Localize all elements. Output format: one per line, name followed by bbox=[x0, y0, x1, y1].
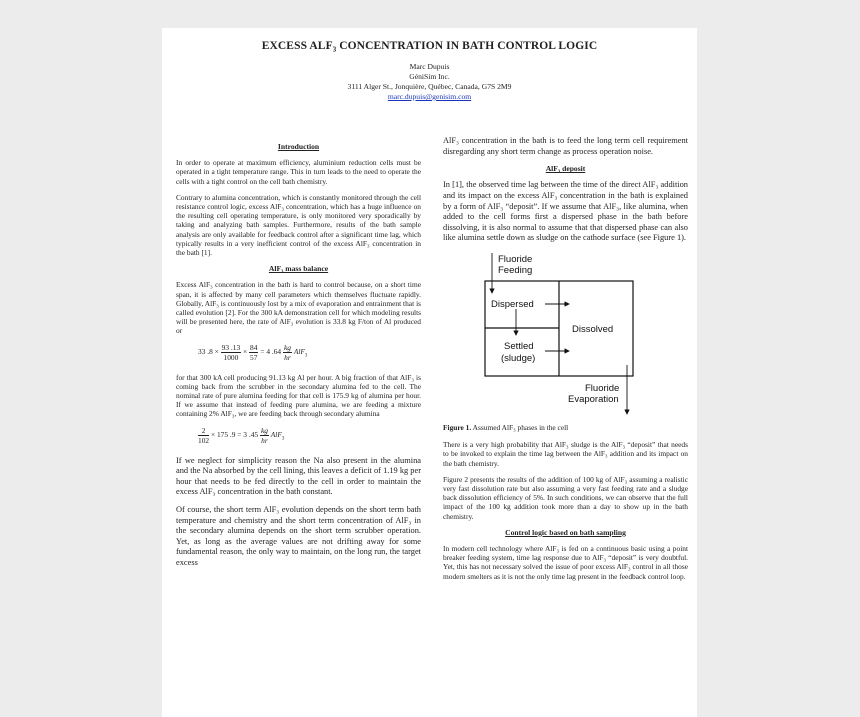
left-column bbox=[176, 142, 421, 576]
figure-1-diagram bbox=[483, 251, 635, 417]
paragraph: Contrary to alumina concentration, which is constantly monitored through the cell resistance control logic, excess AlF₃ concentration, which has a huge influence on the resulting cell operating temperature, is only monitored very sporadically by taking and analyzing bath samples. Furthermore, results of the bath sample analysis are only available for feedback control after a significant time lag, which typically results in a very inefficient control of the excess AlF₃ concentration in the bath [1]. bbox=[176, 192, 421, 258]
author-email-link[interactable]: marc.dupuis@genisim.com bbox=[387, 92, 472, 101]
label-settled: Settled bbox=[504, 340, 534, 352]
label-dispersed: Dispersed bbox=[491, 298, 534, 310]
author-organization: GéniSim Inc. bbox=[409, 72, 450, 81]
paragraph: In order to operate at maximum efficiency, aluminium reduction cells must be operated in a tight temperature range. This in turn leads to the need to operate the cells with a tight control on the cell bath chemistry. bbox=[176, 158, 421, 186]
equation-evolution bbox=[176, 343, 421, 365]
paragraph: In modern cell technology where AlF₃ is fed on a continuous basic using a point breaker feeding system, time lag response due to AlF₃ “deposit” is very doubtful. Yet, this has not necessary solved the issue of poor excess AlF₃ control in all those modern smelters as it is not the only time lag present in the feedback control loop. bbox=[443, 543, 688, 581]
label-dissolved: Dissolved bbox=[572, 323, 614, 335]
eq-unit: $\frac{kg}{hr}$ bbox=[260, 425, 268, 445]
paper-header bbox=[162, 40, 697, 102]
paragraph: Figure 2 presents the results of the addition of 100 kg of AlF₃ assuming a realistic very fast dissolution rate but also assuming a very fast feeding rate and a sludge back dissolution efficiency of 5%. In such conditions, we can observe that the full impact of the 100 kg addition took more than a day to show up in the bath chemistry. bbox=[443, 474, 688, 521]
label-fluoride-feeding: Fluoride bbox=[498, 253, 533, 265]
paragraph: for that 300 kA cell producing 91.13 kg Al per hour. A big fraction of that AlF₃ is coming back from the scrubber in the secondary alumina fed to the cell. The nominal rate of pure alumina feeding for that cell is 175.9 kg of alumina per hour. If we assume that instead of feeding pure alumina, we are feeding a mixture containing 2% AlF₃, we are feeding back through secondary alumina bbox=[176, 372, 421, 419]
heading-introduction: Introduction bbox=[277, 142, 320, 151]
label-fluoride-feeding: Feeding bbox=[498, 264, 533, 276]
eq-subscript: 3 bbox=[304, 353, 308, 359]
paragraph: If we neglect for simplicity reason the Na also present in the alumina and the Na absorbed by the cell lining, this leaves a deficit of 1.19 kg per hour that needs to be fed directly to the cell in order to maintain the excess AlF₃ concentration in the bath constant. bbox=[176, 455, 421, 497]
label-settled: (sludge) bbox=[501, 352, 536, 364]
figure-label: Figure 1. bbox=[443, 422, 472, 432]
figure-caption bbox=[443, 423, 688, 432]
paragraph: There is a very high probability that AlF₃ sludge is the AlF₃ “deposit” that needs to be invoked to explain the time lag between the AlF₃ addition and its impact on the bath chemistry. bbox=[443, 440, 688, 468]
eq-fraction: $\frac{2}{102}$ bbox=[198, 425, 210, 445]
eq-term: AlF bbox=[270, 429, 282, 439]
eq-fraction: $\frac{84}{57}$ bbox=[250, 342, 258, 362]
heading-deposit: AlF₃ deposit bbox=[545, 164, 586, 174]
eq-term: × 175 .9 = 3 .45 bbox=[210, 429, 259, 439]
eq-term: AlF bbox=[293, 346, 305, 356]
eq-fraction: $\frac{93 .13}{1000}$ bbox=[221, 342, 241, 362]
right-column bbox=[443, 136, 688, 588]
label-fluoride-evaporation: Evaporation bbox=[568, 393, 619, 405]
paper-page bbox=[162, 28, 697, 717]
author-address: 3111 Alger St., Jonquière, Québec, Canada, G7S 2M9 bbox=[347, 82, 512, 91]
eq-term: = 4 .64 bbox=[260, 346, 282, 356]
author-name: Marc Dupuis bbox=[409, 62, 450, 71]
figure-caption-text: Assumed AlF₃ phases in the cell bbox=[472, 422, 569, 432]
paragraph: In [1], the observed time lag between the time of the direct AlF₃ addition and its impact on the excess AlF₃ concentration in the bath is explained by a form of AlF₃ “deposit”. If we assume that AlF₃, like alumina, when added to the cell forms first a dispersed phase in the bath before dissolving, it is also normal to assume that that dispersed phase can also like alumina settle down as sludge on the cathode surface (see Figure 1). bbox=[443, 180, 688, 243]
eq-subscript: 3 bbox=[281, 436, 285, 442]
heading-control-logic: Control logic based on bath sampling bbox=[505, 527, 626, 537]
paragraph: Excess AlF₃ concentration in the bath is hard to control because, on a short time span, it is affected by many cell parameters which themselves fluctuate rapidly. Globally, AlF₃ is continuously lost by a mix of evaporation and entrainment that is called evolution [2]. For the 300 kA demonstration cell for which modeling results will be presented here, the rate of AlF₃ evolution is 33.8 kg F/ton of Al produced or bbox=[176, 280, 421, 336]
equation-secondary-alumina bbox=[176, 426, 421, 448]
eq-term: × bbox=[243, 346, 248, 356]
eq-term: 33 .8 × bbox=[198, 346, 219, 356]
paragraph: Of course, the short term AlF₃ evolution depends on the short term bath temperature and chemistry and the short term concentration of AlF₃ in the secondary alumina depends on the short term scrubber operation. Yet, as long as the average values are not drifting away for some fundamental reason, the only way to maintain, on the long run, the target excess bbox=[176, 505, 421, 568]
heading-mass-balance: AlF₃ mass balance bbox=[268, 264, 329, 274]
phases-diagram bbox=[483, 251, 635, 417]
paper-title: EXCESS ALF₃ CONCENTRATION IN BATH CONTROL LOGIC bbox=[261, 40, 598, 52]
label-fluoride-evaporation: Fluoride bbox=[585, 382, 620, 394]
eq-unit: $\frac{kg}{hr}$ bbox=[283, 342, 291, 362]
paragraph: AlF₃ concentration in the bath is to feed the long term cell requirement disregarding any short term change as process operation noise. bbox=[443, 136, 688, 156]
